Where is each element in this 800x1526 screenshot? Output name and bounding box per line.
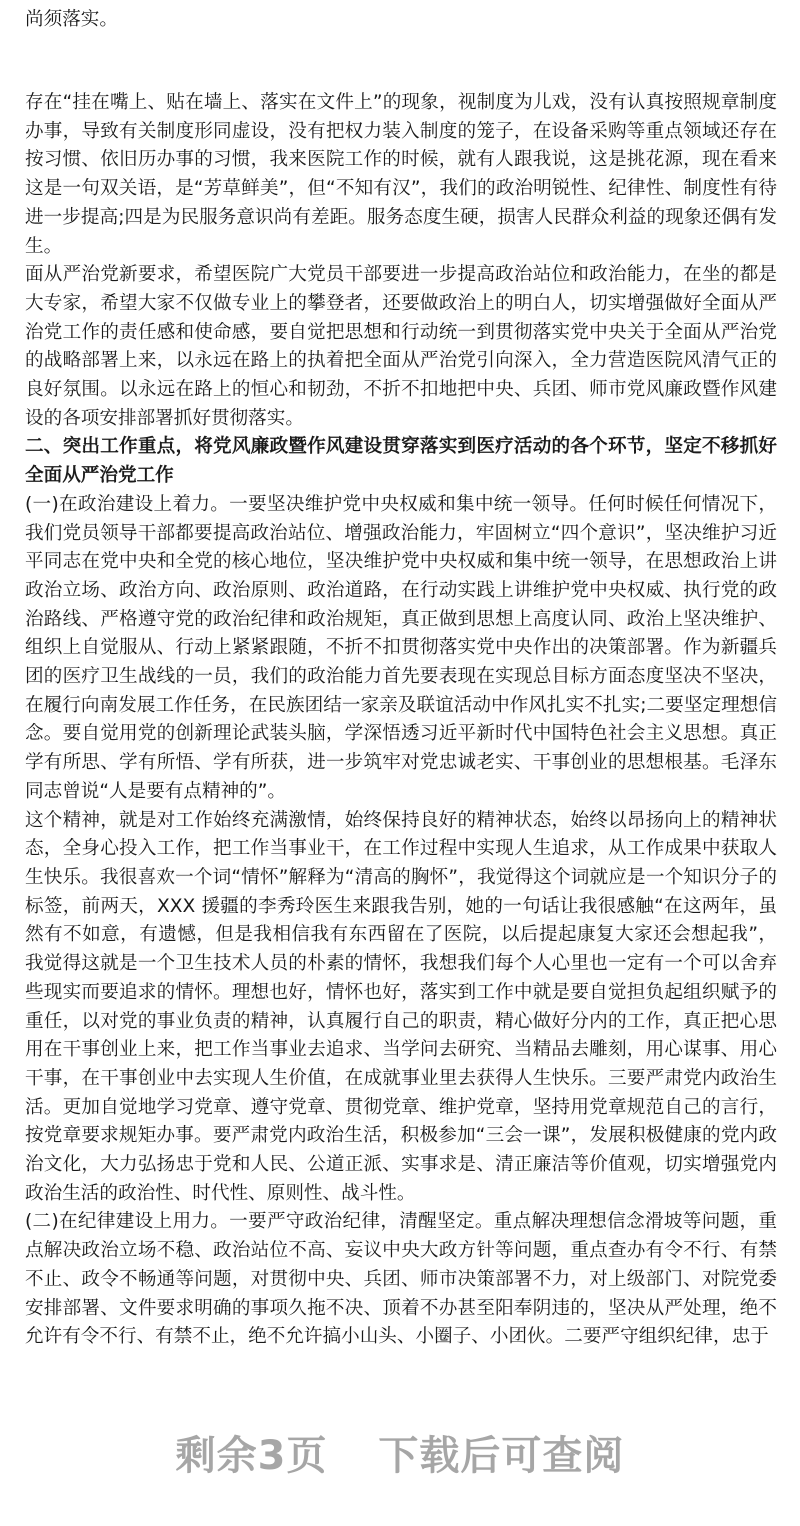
paragraph: 存在“挂在嘴上、贴在墙上、落实在文件上”的现象，视制度为儿戏，没有认真按照规章制度办事，导致有关制度形同虚设，没有把权力装入制度的笼子，在设备采购等重点领域还存在按习惯、依旧历办事的习惯，我来医院工作的时候，就有人跟我说，这是挑花源，现在看来这是一句双关语，是“芳草鲜美”，但“不知有汉”，我们的政治明锐性、纪律性、制度性有待进一步提高;四是为民服务意识尚有差距。服务态度生硬，损害人民群众利益的现象还偶有发生。 (25, 92, 777, 257)
paragraph: 这个精神，就是对工作始终充满激情，始终保持良好的精神状态，始终以昂扬向上的精神状态，全身心投入工作，把工作当事业干，在工作过程中实现人生追求，从工作成果中获取人生快乐。我很喜欢一个词“情怀”解释为“清高的胸怀”，我觉得这个词就应是一个知识分子的标签，前两天，XXX 援疆的李秀玲医生来跟我告别，她的一句话让我很感触“在这两年，虽然有不如意，有遗憾，但是我相信我有东西留在了医院，以后提起康复大家还会想起我”，我觉得这就是一个卫生技术人员的朴素的情怀，我想我们每个人心里也一定有一个可以舍弃些现实而要追求的情怀。理想也好，情怀也好，落实到工作中就是要自觉担负起组织赋予的重任，以对党的事业负责的精神，认真履行自己的职责，精心做好分内的工作，真正把心思用在干事创业上来，把工作当事业去追求、当学问去研究、当精品去雕刻，用心谋事、用心干事，在干事创业中去实现人生价值，在成就事业里去获得人生快乐。三要严肃党内政治生活。更加自觉地学习党章、遵守党章、贯彻党章、维护党章，坚持用党章规范自己的言行，按党章要求规矩办事。要严肃党内政治生活，积极参加“三会一课”，发展积极健康的党内政治文化，大力弘扬忠于党和人民、公道正派、实事求是、清正廉洁等价值观，切实增强党内政治生活的政治性、时代性、原则性、战斗性。 (25, 809, 777, 1204)
download-banner[interactable] (0, 1424, 800, 1481)
remaining-pages-label: 剩余3页 (175, 1433, 328, 1479)
download-to-view-label[interactable]: 下载后可查阅 (378, 1433, 625, 1479)
section-heading: 二、突出工作重点，将党风廉政暨作风建设贯穿落实到医疗活动的各个环节，坚定不移抓好全面从严治党工作 (25, 436, 777, 487)
document-body (25, 89, 777, 1352)
paragraph: 面从严治党新要求，希望医院广大党员干部要进一步提高政治站位和政治能力，在坐的都是大专家，希望大家不仅做专业上的攀登者，还要做政治上的明白人，切实增强做好全面从严治党工作的责任感和使命感，要自觉把思想和行动统一到贯彻落实党中央关于全面从严治党的战略部署上来，以永远在路上的执着把全面从严治党引向深入，全力营造医院风清气正的良好氛围。以永远在路上的恒心和韧劲，不折不扣地把中央、兵团、师市党风廉政暨作风建设的各项安排部署抓好贯彻落实。 (25, 264, 777, 429)
paragraph-fragment: 尚须落实。 (25, 9, 118, 30)
paragraph: (二)在纪律建设上用力。一要严守政治纪律，清醒坚定。重点解决理想信念滑坡等问题，重点解决政治立场不稳、政治站位不高、妄议中央大政方针等问题，重点查办有令不行、有禁不止、政令不畅通等问题，对贯彻中央、兵团、师市决策部署不力，对上级部门、对院党委安排部署、文件要求明确的事项久拖不决、顶着不办甚至阳奉阴违的，坚决从严处理，绝不允许有令不行、有禁不止，绝不允许搞小山头、小圈子、小团伙。二要严守组织纪律，忠于 (25, 1211, 777, 1348)
paragraph: (一)在政治建设上着力。一要坚决维护党中央权威和集中统一领导。任何时候任何情况下，我们党员领导干部都要提高政治站位、增强政治能力，牢固树立“四个意识”，坚决维护习近平同志在党中央和全党的核心地位，坚决维护党中央权威和集中统一领导，在思想政治上讲政治立场、政治方向、政治原则、政治道路，在行动实践上讲维护党中央权威、执行党的政治路线、严格遵守党的政治纪律和政治规矩，真正做到思想上高度认同、政治上坚决维护、组织上自觉服从、行动上紧紧跟随，不折不扣贯彻落实党中央作出的决策部署。作为新疆兵团的医疗卫生战线的一员，我们的政治能力首先要表现在实现总目标方面态度坚决不坚决，在履行向南发展工作任务，在民族团结一家亲及联谊活动中作风扎实不扎实;二要坚定理想信念。要自觉用党的创新理论武装头脑，学深悟透习近平新时代中国特色社会主义思想。真正学有所思、学有所悟、学有所获，进一步筑牢对党忠诚老实、干事创业的思想根基。毛泽东同志曾说“人是要有点精神的”。 (25, 493, 777, 802)
document-top-fragment (25, 6, 777, 35)
